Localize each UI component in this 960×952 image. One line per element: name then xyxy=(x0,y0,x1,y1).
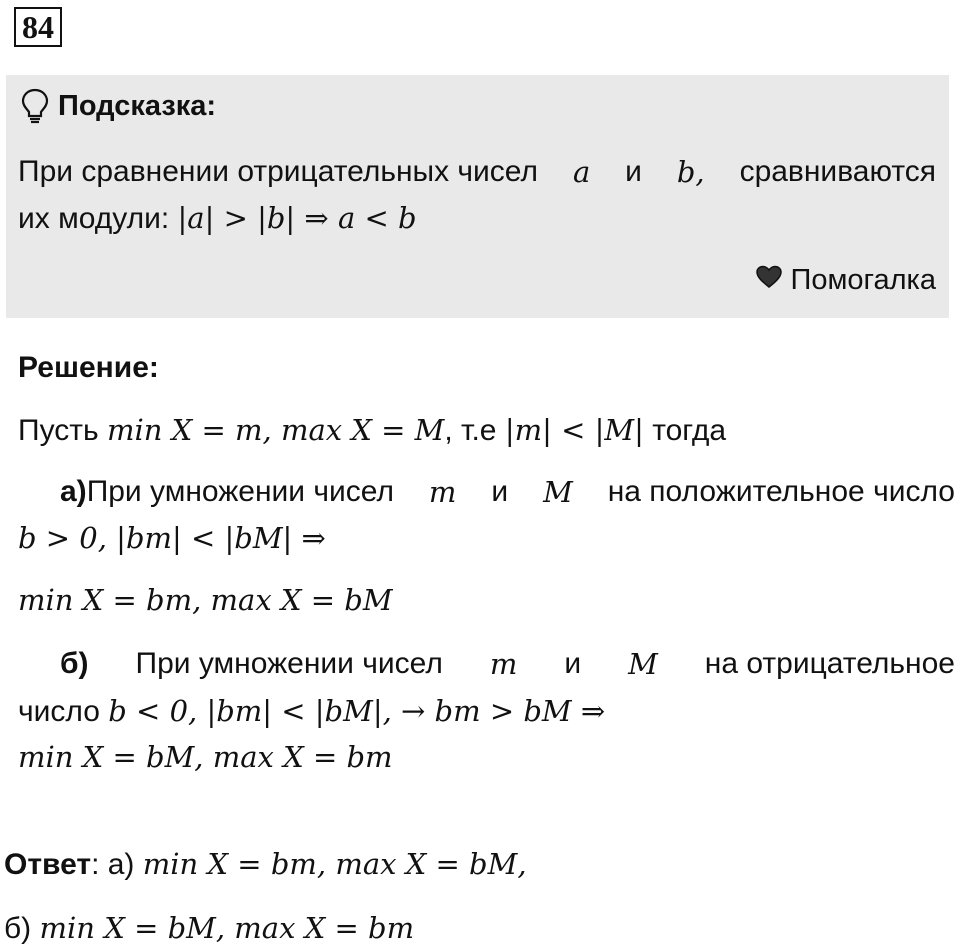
part-a-m: m xyxy=(428,475,457,509)
hint-title-text: Подсказка: xyxy=(58,89,217,122)
solution-heading-text: Решение: xyxy=(18,351,159,384)
hint-var-b: b, xyxy=(676,155,705,189)
solution-let xyxy=(18,408,726,453)
hint-math: |a| > |b| ⇒ a < b xyxy=(177,201,417,235)
part-b-m: m xyxy=(489,647,518,681)
let-word: Пусть xyxy=(18,414,99,447)
task-number: 84 xyxy=(14,7,62,47)
heart-icon xyxy=(755,264,783,297)
part-a-text: При умножении чисел xyxy=(86,475,394,508)
part-b-line-1 xyxy=(60,642,955,686)
lightbulb-icon xyxy=(20,88,50,124)
hint-and: и xyxy=(625,155,642,188)
hint-line-1 xyxy=(18,150,936,194)
part-a-label: а) xyxy=(60,475,87,508)
part-a-intro xyxy=(60,470,394,514)
hint-source xyxy=(755,260,936,300)
part-b-M: M xyxy=(628,647,658,681)
part-a-condition: b > 0, |bm| < |bM| ⇒ xyxy=(18,521,326,555)
hint-text: При сравнении отрицательных чисел xyxy=(18,155,539,188)
answer-b-prefix: б) xyxy=(4,912,32,945)
part-a-result-math: min X = bm, max X = bM xyxy=(18,583,393,617)
part-b-word: число xyxy=(18,695,100,728)
part-a-result xyxy=(18,578,393,623)
answer-label: Ответ xyxy=(4,848,92,881)
part-a-M: M xyxy=(543,475,573,509)
part-b-text: При умножении чисел xyxy=(135,647,443,680)
hint-text-2: их модули: xyxy=(18,202,170,235)
part-a-line-1 xyxy=(60,470,955,514)
answer-b-math: min X = bM, max X = bm xyxy=(39,911,415,945)
hint-var-a: a xyxy=(572,155,591,189)
part-a-text-end: на положительное число xyxy=(607,475,955,508)
part-a-and: и xyxy=(491,475,509,508)
let-math-2: |m| < |M| xyxy=(504,413,644,447)
let-te: , т.е xyxy=(444,414,497,447)
part-b-label: б) xyxy=(60,647,89,680)
answer-line-1 xyxy=(4,842,527,887)
part-b-result-math: min X = bM, max X = bm xyxy=(18,740,393,774)
part-b-result xyxy=(18,735,393,780)
part-b-line-2 xyxy=(18,689,605,734)
hint-source-text: Помогалка xyxy=(790,263,936,296)
hint-title xyxy=(20,86,216,126)
answer-line-2 xyxy=(4,906,414,951)
let-math-1: min X = m, max X = M xyxy=(106,413,445,447)
part-b-text-end: на отрицательное xyxy=(704,647,955,680)
hint-line-2 xyxy=(18,196,417,241)
part-b-and: и xyxy=(564,647,582,680)
hint-text-end: сравниваются xyxy=(739,155,936,188)
part-a-line-2 xyxy=(18,516,326,561)
let-then: тогда xyxy=(652,414,727,447)
answer-a-math: min X = bm, max X = bM, xyxy=(142,847,527,881)
answer-a-prefix: : а) xyxy=(91,848,135,881)
solution-heading xyxy=(18,346,159,390)
part-b-condition: b < 0, |bm| < |bM|, → bm > bM ⇒ xyxy=(108,694,606,728)
